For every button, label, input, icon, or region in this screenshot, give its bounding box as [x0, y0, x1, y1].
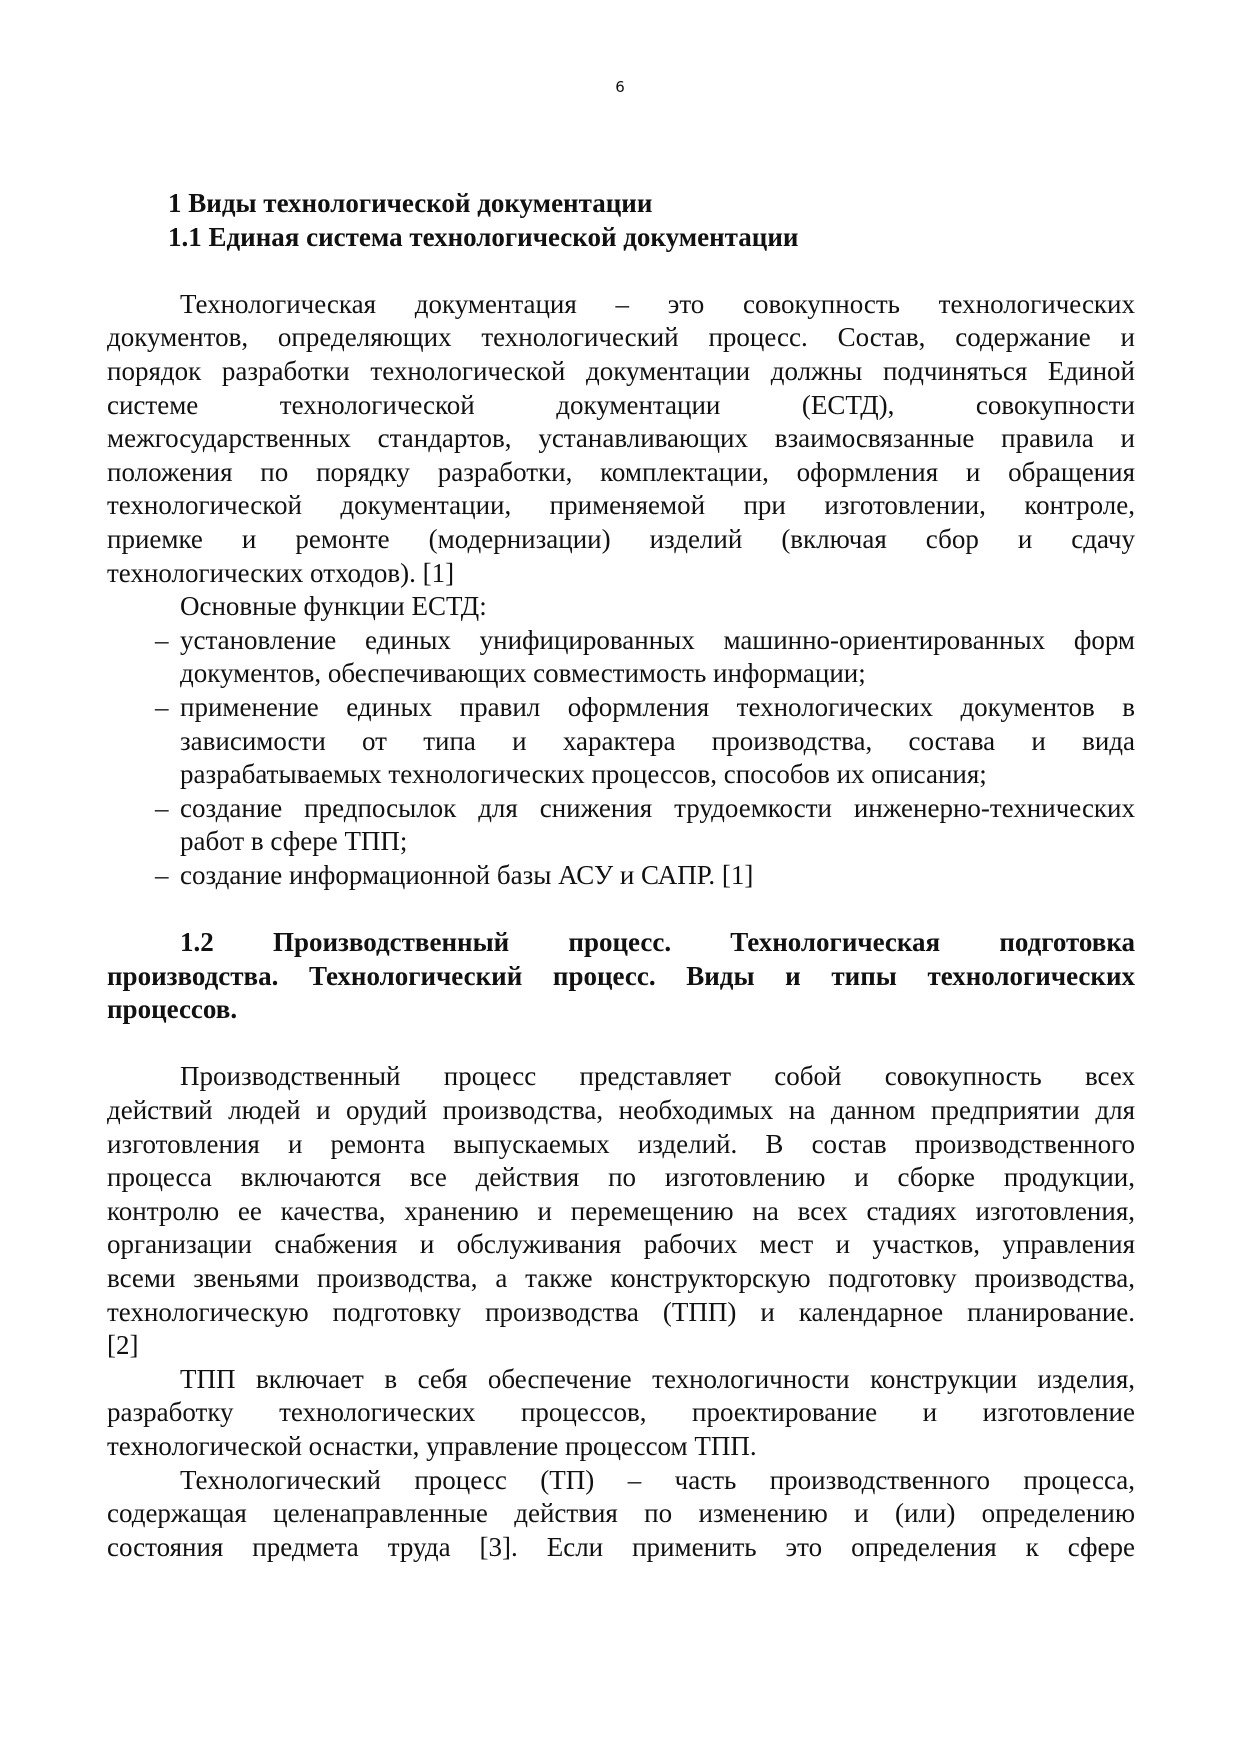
text-line: производства. Технологический процесс. Виды и типы технологических [107, 960, 1135, 991]
text-line: разработку технологических процессов, проектирование и изготовление [107, 1397, 1135, 1428]
paragraph [107, 1363, 1135, 1464]
page-number: 6 [615, 78, 625, 96]
paragraph [107, 590, 1135, 624]
text-line: установление единых унифицированных машинно-ориентированных форм [180, 624, 1135, 655]
text-line: организации снабжения и обслуживания рабочих мест и участков, управления [107, 1229, 1135, 1260]
text-line: создание информационной базы АСУ и САПР. [1] [180, 859, 754, 890]
text-line: 1 Виды технологической документации [168, 188, 653, 218]
text-line: всеми звеньями производства, а также конструкторскую подготовку производства, [107, 1263, 1135, 1293]
dash-bullet-icon: – [155, 691, 169, 722]
paragraph [107, 1464, 1135, 1565]
blank-line [107, 254, 1135, 288]
blank-line [107, 1027, 1135, 1061]
text-line: 1.2 Производственный процесс. Технологическая подготовка [180, 927, 1135, 958]
text-line: технологической документации, применяемой при изготовлении, контроле, [107, 490, 1135, 521]
text-line: Основные функции ЕСТД: [180, 591, 487, 622]
text-line: межгосударственных стандартов, устанавливающих взаимосвязанные правила и [107, 423, 1135, 454]
section-heading [107, 221, 1135, 255]
text-line: применение единых правил оформления технологических документов в [180, 691, 1135, 722]
text-line: порядок разработки технологической документации должны подчиняться Единой [107, 355, 1135, 386]
text-line: Технологический процесс (ТП) – часть производственного процесса, [180, 1464, 1135, 1495]
text-line: Производственный процесс представляет собой совокупность всех [180, 1061, 1135, 1092]
section-heading [107, 926, 1135, 1027]
list-item [107, 691, 1135, 792]
paragraph [107, 288, 1135, 590]
text-line: технологической оснастки, управление процессом ТПП. [107, 1430, 757, 1461]
text-line: технологических отходов). [1] [107, 557, 455, 588]
list-item [107, 792, 1135, 859]
section-heading [107, 187, 1135, 221]
text-line: изготовления и ремонта выпускаемых изделий. В состав производственного [107, 1128, 1135, 1159]
dash-bullet-icon: – [155, 859, 169, 890]
list-item [107, 859, 1135, 893]
text-line: [2] [107, 1330, 139, 1361]
text-line: технологическую подготовку производства (ТПП) и календарное планирование. [107, 1296, 1135, 1327]
text-line: документов, обеспечивающих совместимость информации; [180, 658, 866, 689]
blank-line [107, 892, 1135, 926]
text-line: создание предпосылок для снижения трудоемкости инженерно-технических [180, 792, 1135, 823]
text-line: ТПП включает в себя обеспечение технологичности конструкции изделия, [180, 1363, 1135, 1394]
text-line: процессов. [107, 994, 238, 1025]
list-item [107, 624, 1135, 691]
document-body [107, 187, 1135, 1564]
text-line: зависимости от типа и характера производства, состава и вида [180, 725, 1135, 756]
paragraph [107, 1060, 1135, 1362]
text-line: документов, определяющих технологический процесс. Состав, содержание и [107, 322, 1135, 353]
dash-bullet-icon: – [155, 624, 169, 655]
text-line: состояния предмета труда [3]. Если применить это определения к сфере [107, 1531, 1135, 1562]
text-line: разрабатываемых технологических процессов, способов их описания; [180, 759, 987, 790]
text-line: действий людей и орудий производства, необходимых на данном предприятии для [107, 1095, 1135, 1126]
text-line: процесса включаются все действия по изготовлению и сборке продукции, [107, 1162, 1135, 1193]
text-line: контролю ее качества, хранению и перемещению на всех стадиях изготовления, [107, 1195, 1135, 1226]
text-line: приемке и ремонте (модернизации) изделий (включая сбор и сдачу [107, 523, 1135, 554]
text-line: работ в сфере ТПП; [180, 826, 408, 857]
text-line: 1.1 Единая система технологической документации [168, 221, 799, 252]
dash-bullet-icon: – [155, 792, 169, 823]
text-line: положения по порядку разработки, комплектации, оформления и обращения [107, 456, 1135, 487]
text-line: системе технологической документации (ЕСТД), совокупности [107, 389, 1135, 420]
text-line: содержащая целенаправленные действия по изменению и (или) определению [107, 1498, 1135, 1529]
text-line: Технологическая документация – это совокупность технологических [180, 288, 1135, 319]
